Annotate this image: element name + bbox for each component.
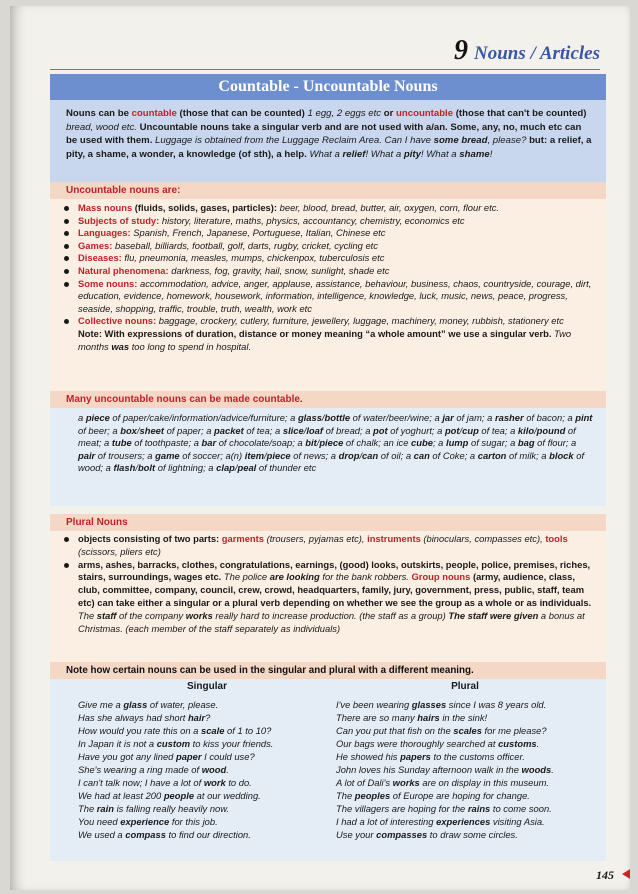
term-garments: garments <box>221 533 264 544</box>
countable-form-segment: of sugar; a <box>468 437 518 449</box>
countable-form-segment: bit <box>305 437 317 449</box>
countable-form-segment: a <box>78 412 86 423</box>
intro-example: , please? <box>487 135 527 146</box>
plural-text: objects consisting of two parts: <box>78 533 222 544</box>
target-noun: glass <box>123 699 148 710</box>
example-text: visiting Asia. <box>490 816 545 827</box>
category-label: Some nouns: <box>78 277 138 289</box>
countable-form-segment: glass <box>297 412 322 423</box>
countable-form-segment: of bacon; a <box>523 412 576 423</box>
category-label: Languages: <box>78 227 131 239</box>
plural-example-line <box>336 698 594 711</box>
example-text: The <box>336 790 355 801</box>
intro-example-bold: pity <box>403 148 421 160</box>
target-noun: woods <box>521 764 552 775</box>
category-label: Games: <box>78 239 113 251</box>
intro-example: bread, wood etc. <box>66 121 137 133</box>
term-group-nouns: Group nouns <box>411 571 471 583</box>
list-item <box>66 252 594 265</box>
countable-form-segment: piece <box>319 437 344 449</box>
target-noun: rains <box>467 803 491 814</box>
example-text: Have you got any lined <box>78 751 176 762</box>
plural-nouns-heading: Plural Nouns <box>50 514 606 531</box>
list-item <box>66 215 594 228</box>
plural-example: The <box>78 609 97 621</box>
uncountable-list <box>66 202 594 328</box>
countable-form-segment: of soccer; a(n) <box>179 449 245 461</box>
example-text: . <box>226 764 229 775</box>
target-noun: hairs <box>417 712 440 723</box>
plural-example: of the company <box>116 609 186 621</box>
plural-examples: (trousers, pyjamas etc), <box>263 533 368 544</box>
countable-form-segment: peal <box>237 462 257 474</box>
countable-form-segment: of chocolate/soap; a <box>216 437 306 449</box>
countable-form-segment: block <box>549 449 574 461</box>
intro-example: ! <box>489 148 493 160</box>
countable-form-segment: bottle <box>324 412 351 423</box>
countable-form-segment: bag <box>517 437 535 449</box>
example-text: to come soon. <box>490 803 552 814</box>
plural-header: Plural <box>451 681 479 692</box>
countable-form-segment: pot <box>444 424 460 436</box>
countable-form-segment: / <box>321 412 325 423</box>
countable-form-segment: of tea; a <box>243 424 283 436</box>
intro-example: Luggage is obtained from the Luggage Reclaim Area. Can I have <box>155 135 434 146</box>
example-text: There are so many <box>336 712 418 723</box>
target-noun: papers <box>400 751 431 762</box>
category-extra: (fluids, solids, gases, particles): <box>132 202 278 213</box>
plural-example-line <box>336 763 594 776</box>
term-uncountable: uncountable <box>396 108 454 119</box>
countable-form-segment: drop <box>338 449 360 461</box>
plural-example-bold: The staff were given <box>448 609 539 621</box>
example-text: to the customs officer. <box>430 751 525 762</box>
textbook-page <box>10 6 630 890</box>
category-examples: baseball, billiards, football, golf, darts, rugby, cricket, cycling etc <box>112 239 378 251</box>
countable-form-segment: of thunder etc <box>256 462 317 474</box>
example-text: I could use? <box>201 751 255 762</box>
category-label: Natural phenomena: <box>78 264 169 276</box>
category-label: Collective nouns: <box>78 315 157 327</box>
countable-form-segment: of water/beer/wine; a <box>350 412 443 423</box>
countable-form-segment: of toothpaste; a <box>131 437 202 449</box>
countable-form-segment: / <box>234 462 238 474</box>
plural-example-line <box>336 828 594 841</box>
example-text: How would you rate this on a <box>78 725 201 736</box>
example-text: You need <box>78 816 121 827</box>
countable-form-segment: can <box>362 449 379 461</box>
singular-example-line <box>78 711 336 724</box>
intro-example-bold: shame <box>459 148 490 160</box>
intro-box <box>50 100 606 182</box>
countable-forms-box <box>50 408 606 506</box>
example-text: She's wearing a ring made of <box>78 764 202 775</box>
singular-example-line <box>78 802 336 815</box>
countable-form-segment: of bread; a <box>323 424 374 436</box>
intro-text: Uncountable nouns take a singular verb and are not used with a/an. Some, any, no, much etc can be used with them. <box>66 121 582 146</box>
intro-text: or <box>381 108 397 119</box>
countable-form-segment: of chalk; an ice <box>343 437 412 449</box>
intro-example: ! What a <box>365 148 404 160</box>
countable-form-segment: of meat; a <box>78 424 576 449</box>
target-noun: work <box>203 777 226 788</box>
intro-text: but: a relief, a pity, a shame, a wonder, a knowledge (of sth), a help. <box>66 135 592 160</box>
list-item <box>66 533 594 559</box>
singular-example-line <box>78 789 336 802</box>
term-tools: tools <box>545 533 568 544</box>
countable-form-segment: tube <box>111 437 132 449</box>
plural-example-line <box>336 789 594 802</box>
plural-text: (army, audience, class, club, committee, company, council, crew, crowd, headquarters, family, jury, government, press, public, staff, team etc) can take either a singular or a plural verb depending on whether we see the group as a whole or as individuals. <box>78 571 592 608</box>
example-text: I've been wearing <box>336 699 412 710</box>
countable-form-segment: pound <box>536 424 566 436</box>
countable-form-segment: of paper/cake/information/advice/furniture; a <box>109 412 298 423</box>
example-text: to draw some circles. <box>427 829 518 840</box>
list-item <box>66 240 594 253</box>
intro-example-bold: relief <box>342 148 366 160</box>
countable-form-segment: pair <box>78 449 96 461</box>
chapter-name: Nouns / Articles <box>474 43 600 64</box>
plural-example: The police <box>223 571 270 583</box>
plural-example-bold: works <box>185 609 213 621</box>
list-item <box>66 559 594 636</box>
plural-examples: (scissors, pliers etc) <box>78 545 161 557</box>
example-text: for this job. <box>169 816 218 827</box>
compare-columns <box>78 681 594 841</box>
example-text: of Europe are hoping for change. <box>390 790 530 801</box>
target-noun: scale <box>200 725 225 736</box>
countable-form-segment: cup <box>462 424 479 436</box>
target-noun: scales <box>453 725 482 736</box>
example-text: Our bags were thoroughly searched at <box>336 738 499 749</box>
plural-text: arms, ashes, barracks, clothes, congratulations, earnings, (good) looks, outskirts, people, police, premises, riches, stairs, surroundings, wages etc. <box>78 558 591 583</box>
singular-example-line <box>78 776 336 789</box>
category-examples: darkness, fog, gravity, hail, snow, sunlight, shade etc <box>168 264 390 276</box>
countable-form-segment: jar <box>442 412 454 423</box>
category-examples: beer, blood, bread, butter, air, oxygen, corn, flour etc. <box>277 202 500 213</box>
target-noun: hair <box>187 712 206 723</box>
intro-text: (those that can be counted) <box>176 108 308 119</box>
target-noun: experience <box>120 816 170 827</box>
example-text: are on display in this museum. <box>419 777 550 788</box>
list-item <box>66 265 594 278</box>
target-noun: people <box>163 790 195 801</box>
countable-form-segment: / <box>459 424 463 436</box>
intro-example: 1 egg, 2 eggs etc <box>307 108 382 119</box>
countable-form-segment: of Coke; a <box>429 449 478 461</box>
countable-form-segment: of paper; a <box>164 424 215 436</box>
category-label: Diseases: <box>78 252 122 264</box>
example-text: Give me a <box>78 699 124 710</box>
target-noun: customs <box>498 738 537 749</box>
countable-form-segment: of tea; a <box>478 424 518 436</box>
example-text: of 1 to 10? <box>224 725 272 736</box>
many-uncountable-heading: Many uncountable nouns can be made countable. <box>50 391 606 408</box>
countable-form-segment: piece <box>85 412 110 423</box>
plural-example-bold: are looking <box>269 571 320 583</box>
term-countable: countable <box>131 108 177 119</box>
countable-form-segment: bolt <box>137 462 156 474</box>
countable-form-segment: lump <box>445 437 469 449</box>
chapter-title <box>454 35 600 67</box>
plural-example-line <box>336 776 594 789</box>
example-text: of water, please. <box>147 699 219 710</box>
target-noun: compasses <box>376 829 428 840</box>
plural-example-line <box>336 711 594 724</box>
countable-form-segment: item <box>244 449 265 461</box>
example-text: to kiss your friends. <box>190 738 274 749</box>
countable-form-segment: box <box>120 424 137 436</box>
countable-form-segment: / <box>316 437 320 449</box>
countable-form-segment: of milk; a <box>506 449 550 461</box>
example-text: A lot of Dali's <box>336 777 393 788</box>
countable-form-segment: pint <box>575 412 593 423</box>
note-example-bold: was <box>111 340 130 352</box>
countable-form-segment: / <box>359 449 363 461</box>
meaning-note-heading: Note how certain nouns can be used in the singular and plural with a different meaning. <box>50 662 606 679</box>
countable-form-segment: of yoghurt; a <box>387 424 445 436</box>
chapter-header <box>50 35 600 70</box>
countable-form-segment: of wood; a <box>78 449 585 474</box>
intro-example: What a <box>309 148 343 160</box>
intro-example: ! What a <box>420 148 460 160</box>
page-number: 145 <box>596 868 614 882</box>
countable-form-segment: of oil; a <box>378 449 414 461</box>
example-text: Has she always had short <box>78 712 188 723</box>
singular-header: Singular <box>186 681 227 692</box>
category-label: Mass nouns <box>78 202 133 213</box>
category-examples: Spanish, French, Japanese, Portuguese, Italian, Chinese etc <box>130 227 386 239</box>
countable-form-segment: / <box>303 424 307 436</box>
target-noun: rain <box>96 803 114 814</box>
list-item <box>66 202 594 215</box>
example-text: for me please? <box>481 725 547 736</box>
plural-example: for the bank robbers. <box>319 571 409 583</box>
countable-form-segment: ; a <box>432 437 446 449</box>
example-text: I can't talk now; I have a lot of <box>78 777 204 788</box>
uncountable-box <box>50 199 606 391</box>
uncountable-heading: Uncountable nouns are: <box>50 182 606 199</box>
note-example: Two months <box>78 327 572 352</box>
page-arrow-icon <box>622 866 630 882</box>
singular-column <box>78 681 336 841</box>
countable-form-segment: game <box>155 449 180 461</box>
note-example: too long to spend in hospital. <box>129 340 252 352</box>
category-examples: accommodation, advice, anger, applause, assistance, behaviour, business, chaos, countryside, courage, dirt, education, evidence, homework, housework, information, intelligence, knowledge, luck, music, news, peace, progress, seaside, shopping, traffic, trouble, truth, wealth, work etc <box>78 277 592 314</box>
example-text: Use your <box>336 829 377 840</box>
plural-example: a bonus at Christmas. (each member of the staff separately as individuals) <box>78 609 585 634</box>
example-text: at our wedding. <box>194 790 261 801</box>
plural-example: really hard to increase production. (the staff as a group) <box>212 609 449 621</box>
plural-nouns-box <box>50 531 606 662</box>
example-text: We had at least 200 <box>78 790 164 801</box>
category-examples: flu, pneumonia, measles, mumps, chickenpox, tuberculosis etc <box>121 252 385 264</box>
example-text: ? <box>205 712 211 723</box>
intro-text: (those that can't be counted) <box>453 108 587 119</box>
example-text: John loves his Sunday afternoon walk in the <box>336 764 522 775</box>
example-text: Can you put that fish on the <box>336 725 454 736</box>
example-text: The villagers are hoping for the <box>336 803 468 814</box>
target-noun: custom <box>156 738 191 749</box>
example-text: is falling really heavily now. <box>113 803 230 814</box>
list-item <box>66 278 594 316</box>
countable-form-segment: of jam; a <box>453 412 495 423</box>
countable-form-segment: of news; a <box>290 449 339 461</box>
countable-form-segment: kilo <box>517 424 535 436</box>
example-text: to find our direction. <box>165 829 251 840</box>
countable-form-segment: packet <box>214 424 244 436</box>
plural-example-line <box>336 815 594 828</box>
singular-example-line <box>78 737 336 750</box>
singular-example-line <box>78 750 336 763</box>
countable-form-segment: clap <box>216 462 235 474</box>
category-examples: history, literature, maths, physics, accountancy, chemistry, economics etc <box>159 214 465 226</box>
intro-paragraph <box>66 107 594 161</box>
example-text: in the sink! <box>439 712 488 723</box>
target-noun: compass <box>125 829 166 840</box>
countable-form-segment: pot <box>373 424 388 436</box>
list-item <box>66 315 594 328</box>
target-noun: peoples <box>354 790 391 801</box>
countable-form-segment: of trousers; a <box>95 449 156 461</box>
intro-text: Nouns can be <box>66 108 132 119</box>
countable-form-segment: / <box>135 462 138 474</box>
target-noun: glasses <box>411 699 447 710</box>
chapter-number: 9 <box>454 35 468 66</box>
target-noun: works <box>392 777 420 788</box>
example-text: . <box>536 738 540 749</box>
category-label: Subjects of study: <box>78 214 160 226</box>
target-noun: experiences <box>436 816 491 827</box>
countable-form-segment: flash <box>113 462 136 474</box>
example-text: He showed his <box>336 751 401 762</box>
countable-form-segment: slice <box>282 424 304 436</box>
countable-form-segment: piece <box>266 449 291 461</box>
example-text: We used a <box>78 829 126 840</box>
countable-form-segment: of beer; a <box>78 424 121 436</box>
countable-form-segment: rasher <box>494 412 524 423</box>
list-item <box>66 227 594 240</box>
plural-example-line <box>336 737 594 750</box>
plural-example-line <box>336 802 594 815</box>
example-text: since I was 8 years old. <box>446 699 547 710</box>
countable-form-segment: of lightning; a <box>155 462 217 474</box>
singular-example-line <box>78 763 336 776</box>
singular-plural-table <box>50 679 606 861</box>
countable-form-segment: / <box>534 424 537 436</box>
example-text: I had a lot of interesting <box>336 816 437 827</box>
countable-form-segment: carton <box>477 449 507 461</box>
countable-form-segment: bar <box>201 437 217 449</box>
singular-example-line <box>78 724 336 737</box>
singular-example-line <box>78 828 336 841</box>
countable-forms-paragraph <box>78 412 594 475</box>
example-text: The <box>78 803 97 814</box>
duration-note <box>66 328 594 353</box>
singular-example-line <box>78 815 336 828</box>
example-text: to do. <box>225 777 252 788</box>
countable-form-segment: loaf <box>306 424 323 436</box>
example-text: . <box>551 764 554 775</box>
plural-examples: (binoculars, compasses etc), <box>420 533 546 544</box>
countable-form-segment: / <box>264 449 267 461</box>
target-noun: paper <box>175 751 202 762</box>
countable-form-segment: cube <box>411 437 433 449</box>
plural-list <box>66 533 594 635</box>
countable-form-segment: can <box>413 449 430 461</box>
note-text: Note: With expressions of duration, distance or money meaning “a whole amount” we use a singular verb. <box>78 327 555 339</box>
plural-column <box>336 681 594 841</box>
plural-example-bold: staff <box>96 609 117 621</box>
example-text: In Japan it is not a <box>78 738 157 749</box>
countable-form-segment: / <box>136 424 140 436</box>
category-examples: baggage, crockery, cutlery, furniture, jewellery, luggage, machinery, money, rubbish, stationery etc <box>156 315 564 327</box>
target-noun: wood <box>201 764 227 775</box>
plural-example-line <box>336 724 594 737</box>
section-banner: Countable - Uncountable Nouns <box>50 74 606 100</box>
intro-example-bold: some bread <box>433 135 488 146</box>
singular-example-line <box>78 698 336 711</box>
plural-example-line <box>336 750 594 763</box>
countable-form-segment: sheet <box>139 424 164 436</box>
term-instruments: instruments <box>367 533 421 544</box>
countable-form-segment: of flour; a <box>534 437 577 449</box>
